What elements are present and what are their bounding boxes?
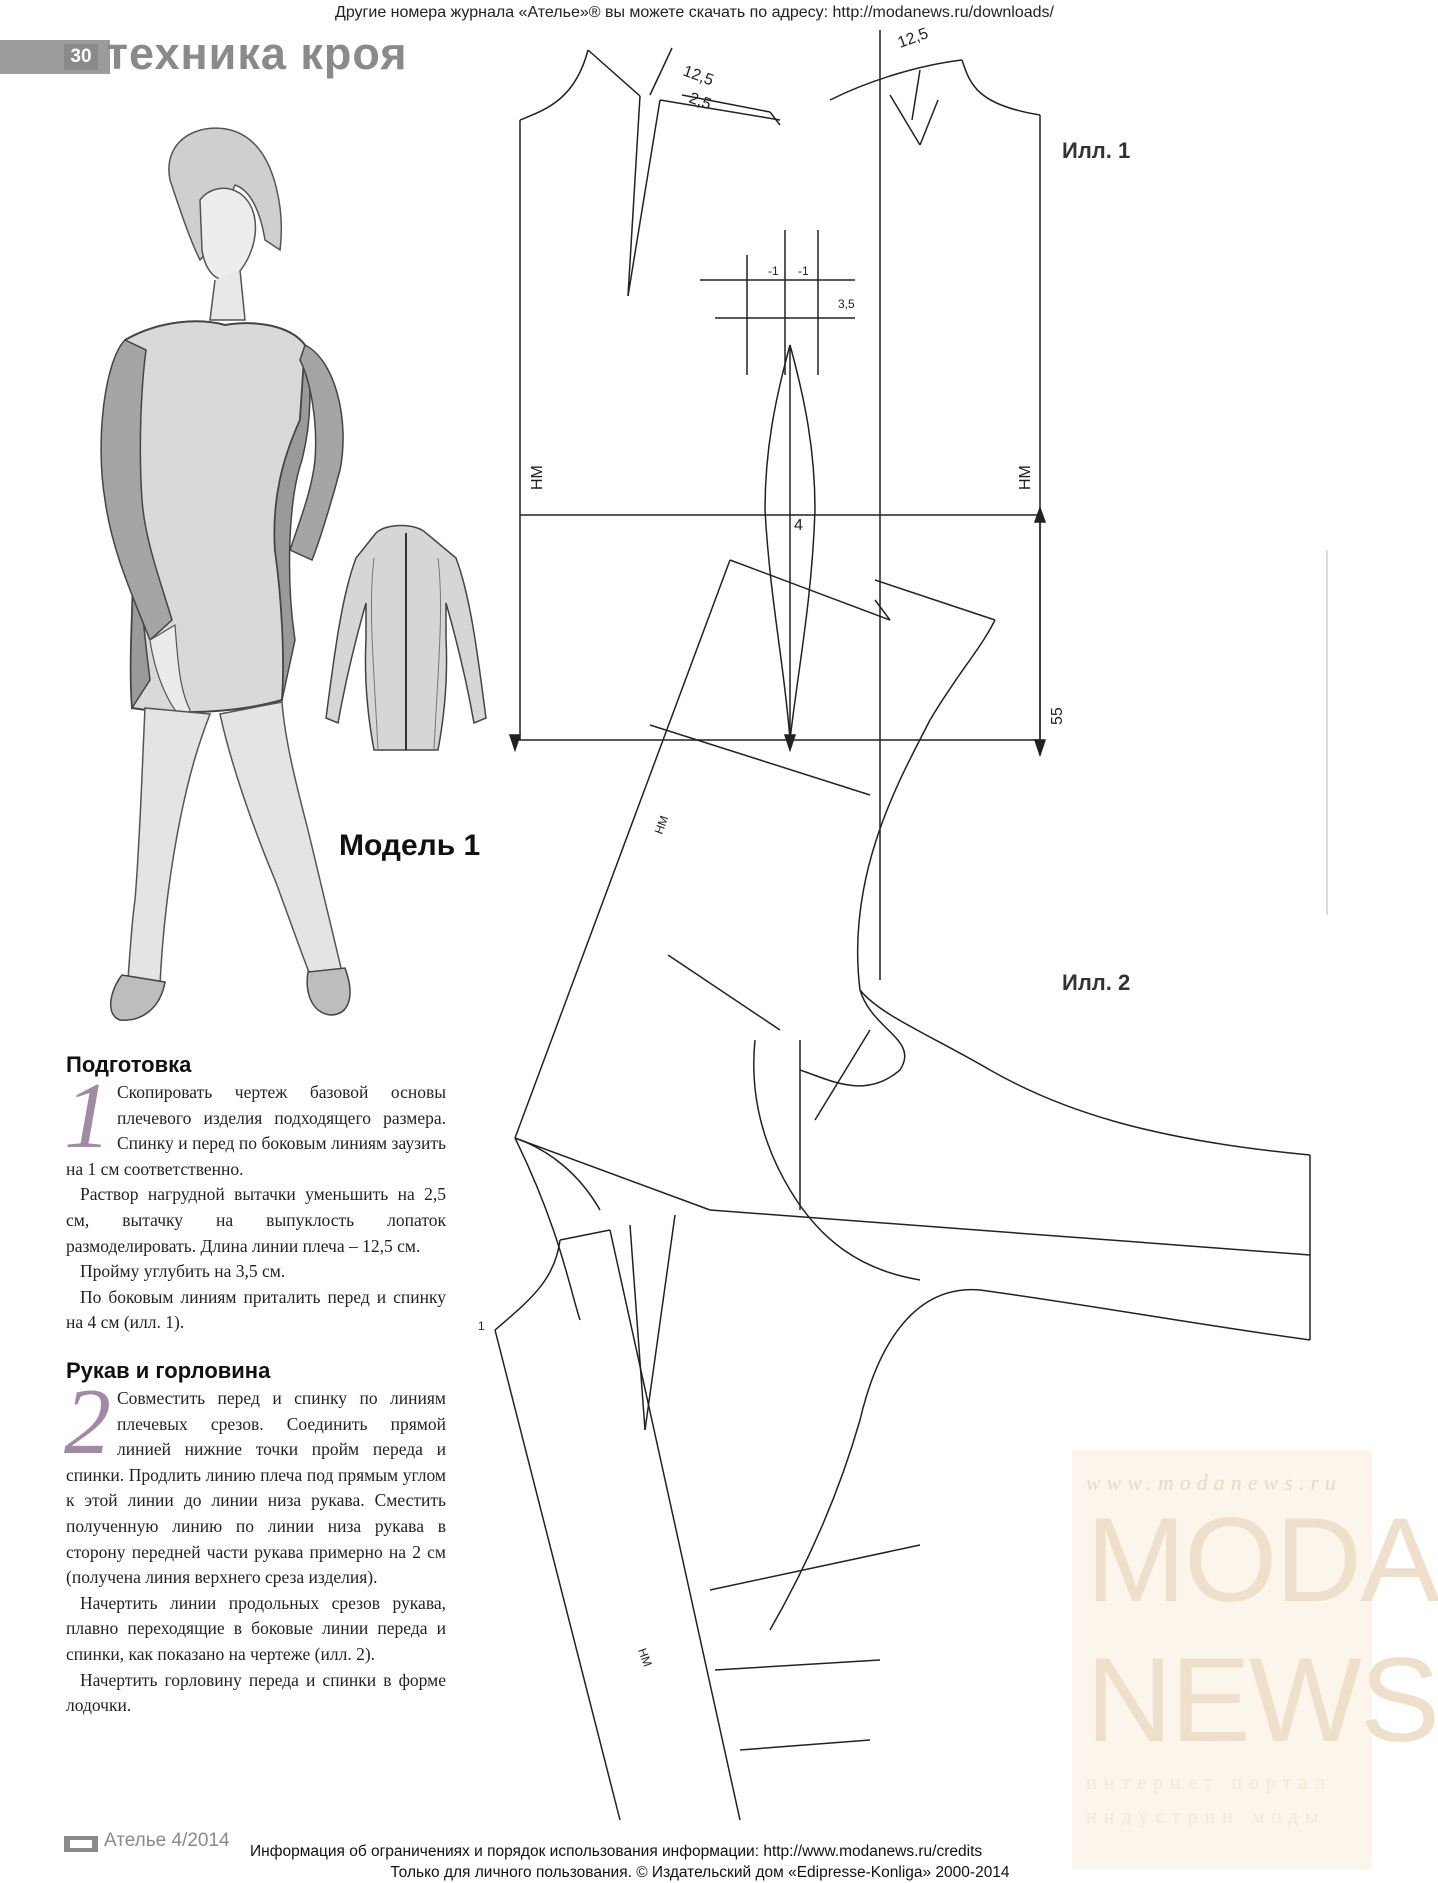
model-label: Модель 1	[339, 829, 481, 862]
label-armhole-depth: 3,5	[838, 297, 855, 311]
label-minus1a: -1	[768, 264, 779, 278]
label-hm-sleeve: НМ	[651, 813, 672, 837]
section-title: техника кроя	[106, 28, 408, 79]
label-shoulder-front: 12,5	[895, 25, 931, 52]
watermark-sub2: индустрии моды	[1086, 1806, 1326, 1828]
issue-label: Ателье 4/2014	[104, 1830, 230, 1851]
label-waist-dart: 4	[794, 517, 803, 534]
label-hm-left: НМ	[529, 465, 546, 490]
label-hm-right: НМ	[1017, 465, 1034, 490]
paragraph: Пройму углубить на 3,5 см.	[80, 1261, 286, 1282]
watermark-sub1: интернет портал	[1086, 1772, 1332, 1794]
dropcap-1: 1	[64, 1064, 111, 1168]
ill1-label: Илл. 1	[1062, 138, 1131, 163]
magazine-logo-icon	[64, 1834, 98, 1854]
download-note: Другие номера журнала «Ателье»® вы можете скачать по адресу: http://modanews.ru/downloads/	[334, 4, 1054, 21]
label-length: 55	[1049, 707, 1066, 725]
paragraph: Начертить горловину переда и спинки в форме лодочки.	[66, 1669, 446, 1716]
footer-copyright-line: Только для личного пользования. © Издательский дом «Edipresse-Konliga» 2000-2014	[390, 1864, 1010, 1881]
ill2-label: Илл. 2	[1062, 970, 1131, 995]
paragraph: Скопировать чертеж базовой основы плечевого изделия подходящего размера. Спинку и перед по боковым линиям заузить на 1 см соответственно.	[66, 1082, 446, 1179]
label-shoulder-back: 12,5	[680, 62, 716, 90]
watermark-url: www.modanews.ru	[1086, 1470, 1342, 1495]
footer-info-line: Информация об ограничениях и порядок использования информации: http://www.modanews.ru/credits	[250, 1843, 983, 1860]
back-view-sketch	[306, 518, 506, 758]
paragraph: Начертить линии продольных срезов рукава, плавно переходящие в боковые линии переда и спинки, как показано на чертеже (илл. 2).	[66, 1592, 446, 1664]
page-number: 30	[64, 44, 98, 70]
dropcap-2: 2	[64, 1370, 111, 1474]
section-heading-sleeve: Рукав и горловина	[66, 1358, 271, 1383]
label-hm-lower: НМ	[635, 1646, 655, 1669]
paragraph: Раствор нагрудной вытачки уменьшить на 2,5 см, вытачку на выпуклость лопаток размоделировать. Длина линии плеча – 12,5 см.	[66, 1184, 446, 1256]
watermark-moda: MODA	[1086, 1493, 1438, 1627]
label-dart-back: 2,5	[686, 89, 714, 114]
section-heading-preparation: Подготовка	[66, 1052, 192, 1077]
paragraph: По боковым линиям приталить перед и спинку на 4 см (илл. 1).	[66, 1286, 446, 1333]
label-minus1b: -1	[798, 264, 809, 278]
label-one: 1	[478, 1319, 485, 1333]
watermark-news: NEWS	[1086, 1633, 1438, 1767]
paragraph: Совместить перед и спинку по линиям плечевых срезов. Соединить прямой линией нижние точки пройм переда и спинки. Продлить линию плеча под прямым углом к этой линии до линии низа рукава. Сместить полученную линию по линии низа рукава в сторону передней части рукава примерно на 2 см (получена линия верхнего среза изделия).	[66, 1388, 446, 1588]
